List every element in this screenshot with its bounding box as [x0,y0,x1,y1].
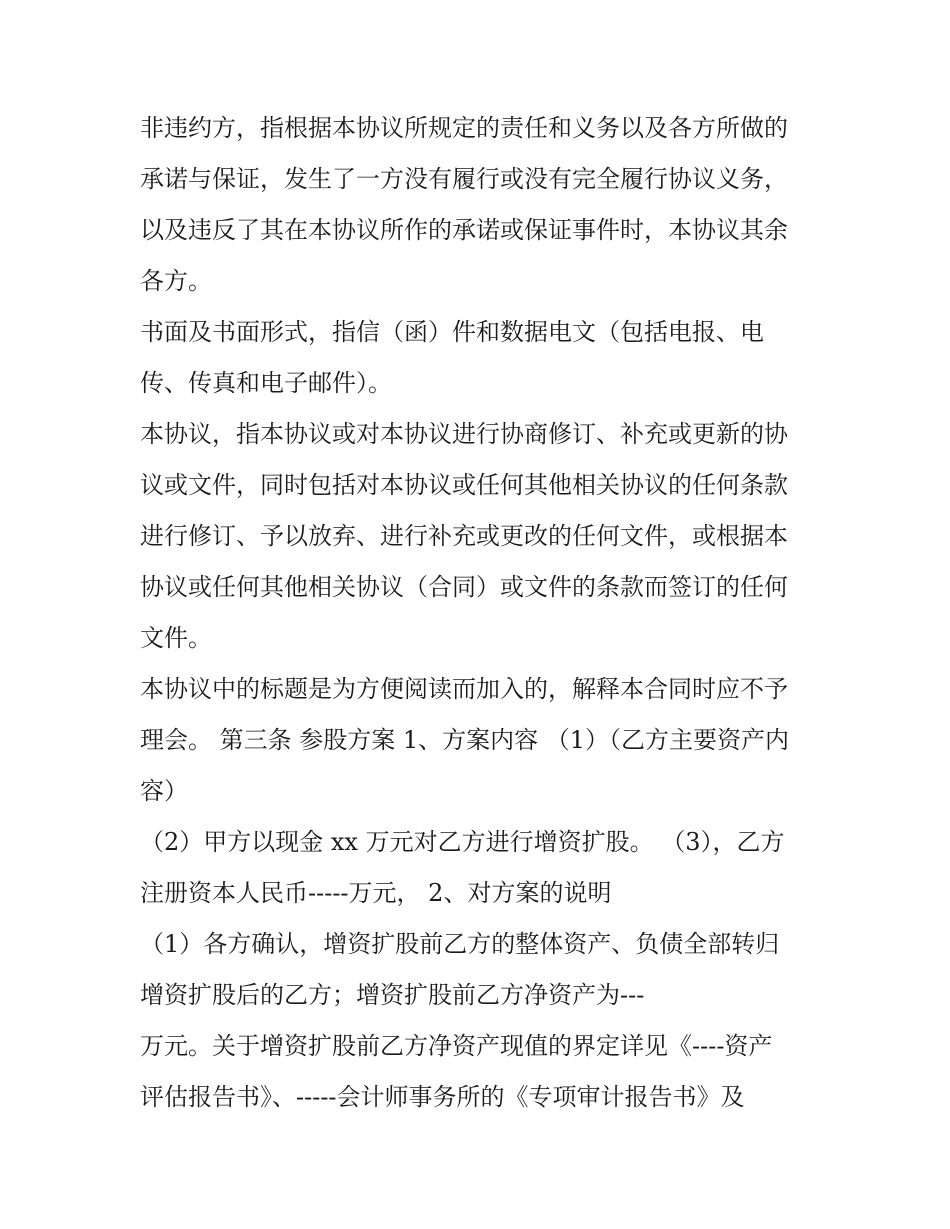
text-line: 承诺与保证，发生了一方没有履行或没有完全履行协议义务， [140,165,788,193]
text-line: （1）各方确认，增资扩股前乙方的整体资产、负债全部转归 [140,930,780,958]
text-line: 非违约方，指根据本协议所规定的责任和义务以及各方所做的 [140,114,788,142]
text-line: 万元。关于增资扩股前乙方净资产现值的界定详见《----资产 [140,1032,773,1060]
text-line: 注册资本人民币-----万元， 2、对方案的说明 [140,879,612,907]
text-line: 书面及书面形式，指信（函）件和数据电文（包括电报、电 [140,318,764,346]
text-line: （2）甲方以现金 xx 万元对乙方进行增资扩股。 （3），乙方 [140,828,785,856]
document-body [140,103,830,1123]
text-line: 以及违反了其在本协议所作的承诺或保证事件时，本协议其余 [140,216,788,244]
text-line: 评估报告书》、-----会计师事务所的《专项审计报告书》及 [140,1083,745,1111]
text-line: 进行修订、予以放弃、进行补充或更改的任何文件，或根据本 [140,522,788,550]
text-line: 协议或任何其他相关协议（合同）或文件的条款而签订的任何 [140,573,788,601]
text-line: 本协议中的标题是为方便阅读而加入的，解释本合同时应不予 [140,675,788,703]
text-line: 传、传真和电子邮件）。 [140,369,392,397]
text-line: 文件。 [140,624,212,652]
text-line: 本协议，指本协议或对本协议进行协商修订、补充或更新的协 [140,420,788,448]
text-line: 议或文件，同时包括对本协议或任何其他相关协议的任何条款 [140,471,788,499]
text-line: 容） [140,777,188,805]
text-line: 增资扩股后的乙方；增资扩股前乙方净资产为--- [140,981,645,1009]
text-line: 各方。 [140,267,212,295]
text-line: 理会。 第三条 参股方案 1、方案内容 （1）（乙方主要资产内 [140,726,790,754]
